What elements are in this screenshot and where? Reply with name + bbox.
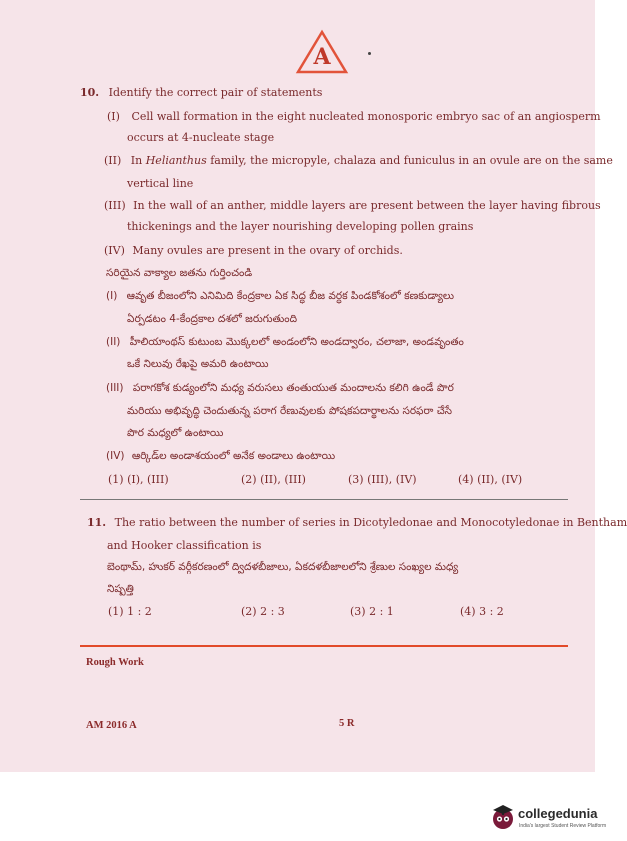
page-number: 5 R xyxy=(339,718,355,729)
telugu-statement-1 xyxy=(106,290,454,305)
statement-text: Cell wall formation in the eight nucleated monosporic embryo sac of an angiosperm xyxy=(131,110,601,123)
telugu-statement-3 xyxy=(106,382,454,397)
statement-text: హీలియాంథస్ కుటుంబ మొక్కలలో అండంలోని అండద్వారం, చలాజా, అండవృంతం xyxy=(129,336,464,348)
statement-text: In xyxy=(130,154,146,167)
question-11-telugu-cont: నిష్పత్తి xyxy=(107,583,134,595)
statement-3-cont: thickenings and the layer nourishing developing pollen grains xyxy=(127,220,474,233)
statement-2 xyxy=(104,154,613,167)
statement-1 xyxy=(107,110,601,123)
option-1: (1) 1 : 2 xyxy=(108,605,152,618)
statement-1-cont: occurs at 4-nucleate stage xyxy=(127,131,275,144)
statement-3 xyxy=(104,199,601,212)
question-number: 10. xyxy=(80,86,100,99)
statement-label: (III) xyxy=(106,382,124,394)
option-2: (2) 2 : 3 xyxy=(241,605,285,618)
badge-letter: A xyxy=(313,44,331,70)
question-11-stem xyxy=(87,516,627,529)
statement-label: (II) xyxy=(104,154,122,167)
decorative-dot xyxy=(368,52,371,55)
question-number: 11. xyxy=(87,516,107,529)
telugu-statement-1-cont: ఏర్పడటం 4-కేంద్రకాల దశలో జరుగుతుంది xyxy=(127,313,298,325)
statement-text: ఆర్కిడ్‌ల అండాశయంలో అనేక అండాలు ఉంటాయి xyxy=(131,450,336,462)
statement-text: ఆవృత బీజంలోని ఎనిమిది కేంద్రకాల ఏక సిద్ధ బీజ వర్ధక పిండకోశంలో కణకుడ్యాలు xyxy=(126,290,454,302)
option-4: (4) 3 : 2 xyxy=(460,605,504,618)
rough-work-label: Rough Work xyxy=(86,657,144,668)
telugu-statement-3-cont2: పొర మధ్యలో ఉంటాయి xyxy=(127,427,224,439)
statement-label: (IV) xyxy=(106,450,125,462)
statement-label: (III) xyxy=(104,199,126,212)
option-1: (1) (I), (III) xyxy=(108,473,169,486)
rough-work-divider xyxy=(80,645,568,647)
telugu-statement-2-cont: ఒకే నిలువు రేఖపై అమరి ఉంటాయి xyxy=(127,358,269,370)
option-3: (3) 2 : 1 xyxy=(350,605,394,618)
statement-2-cont: vertical line xyxy=(127,177,194,190)
statement-text: In the wall of an anther, middle layers are present between the layer having fibrous xyxy=(133,199,601,212)
question-stem: The ratio between the number of series in Dicotyledonae and Monocotyledonae in Bentham xyxy=(114,516,627,529)
logo-tagline: India's largest Student Review Platform xyxy=(519,823,607,829)
statement-text: Many ovules are present in the ovary of orchids. xyxy=(132,244,403,257)
question-11-stem-cont: and Hooker classification is xyxy=(107,539,262,552)
question-11-telugu: బెంథామ్, హుకర్ వర్గీకరణంలో ద్విదళబీజాలు, ఏకదళబీజాలలోని శ్రేణుల సంఖ్యల మధ్య xyxy=(107,561,459,573)
italic-term: Helianthus xyxy=(145,154,207,167)
statement-label: (I) xyxy=(106,290,118,302)
telugu-statement-2 xyxy=(106,336,464,351)
paper-set-badge xyxy=(296,30,348,74)
telugu-statement-4 xyxy=(106,450,335,465)
question-stem: Identify the correct pair of statements xyxy=(108,86,323,99)
paper-code: AM 2016 A xyxy=(86,720,137,731)
student-mascot-icon xyxy=(490,802,516,832)
statement-label: (I) xyxy=(107,110,120,123)
option-3: (3) (III), (IV) xyxy=(348,473,417,486)
statement-label: (IV) xyxy=(104,244,125,257)
logo-wordmark: collegedunia xyxy=(518,806,598,821)
option-2: (2) (II), (III) xyxy=(241,473,306,486)
separator xyxy=(80,499,568,500)
telugu-statement-3-cont: మరియు అభివృద్ధి చెందుతున్న పరాగ రేణువులకు పోషకపదార్థాలను సరఫరా చేసే xyxy=(127,405,453,417)
question-10-stem xyxy=(80,86,322,99)
statement-text: పరాగకోశ కుడ్యంలోని మధ్య వరుసలు తంతుయుత మందాలను కలిగి ఉండే పొర xyxy=(132,382,454,394)
option-4: (4) (II), (IV) xyxy=(458,473,523,486)
statement-label: (II) xyxy=(106,336,121,348)
telugu-stem: సరియైన వాక్యాల జతను గుర్తించండి xyxy=(106,267,253,279)
statement-text: family, the micropyle, chalaza and funiculus in an ovule are on the same xyxy=(206,154,613,167)
statement-4 xyxy=(104,244,403,257)
collegedunia-logo xyxy=(490,802,607,838)
